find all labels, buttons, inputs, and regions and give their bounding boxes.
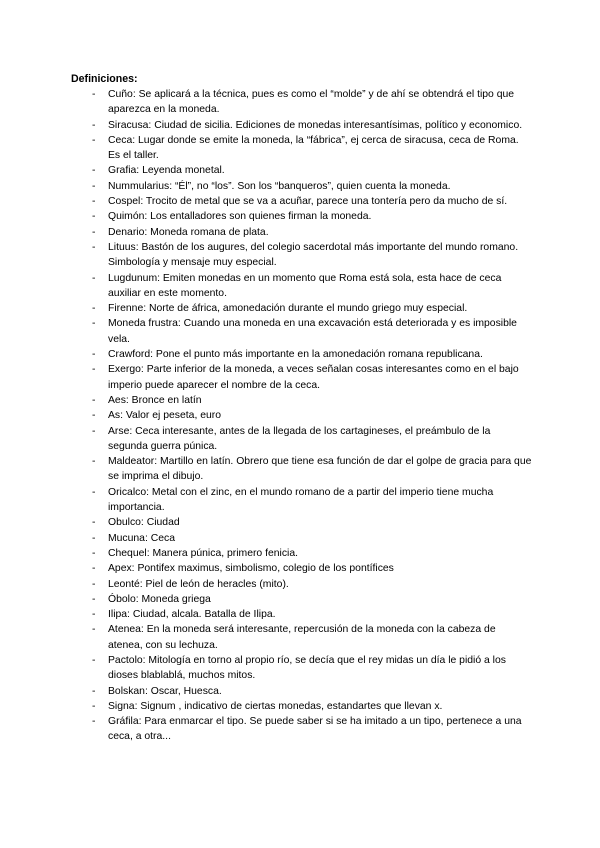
bullet-dash: -	[92, 180, 96, 192]
definition-item	[92, 424, 532, 455]
bullet-dash: -	[92, 394, 96, 406]
definition-text: Bolskan: Oscar, Huesca.	[108, 685, 222, 697]
bullet-dash: -	[92, 272, 96, 284]
definition-item	[92, 607, 532, 622]
definition-item	[92, 194, 532, 209]
bullet-dash: -	[92, 486, 96, 498]
bullet-dash: -	[92, 563, 96, 575]
definition-item	[92, 163, 532, 178]
definition-item	[92, 592, 532, 607]
bullet-dash: -	[92, 517, 96, 529]
definition-text: Aes: Bronce en latín	[108, 394, 202, 406]
definition-text: Lugdunum: Emiten monedas en un momento que Roma está sola, esta hace de ceca auxiliar en este momento.	[108, 272, 502, 299]
definition-item	[92, 362, 532, 393]
definition-item	[92, 118, 532, 133]
definition-text: Mucuna: Ceca	[108, 532, 175, 544]
definition-item	[92, 622, 532, 653]
bullet-dash: -	[92, 349, 96, 361]
bullet-dash: -	[92, 196, 96, 208]
bullet-dash: -	[92, 700, 96, 712]
definition-item	[92, 408, 532, 423]
definition-item	[92, 577, 532, 592]
bullet-dash: -	[92, 241, 96, 253]
definition-text: Crawford: Pone el punto más importante en la amonedación romana republicana.	[108, 349, 483, 361]
bullet-dash: -	[92, 89, 96, 100]
definition-item	[92, 684, 532, 699]
definitions-list	[92, 87, 532, 745]
definition-item	[92, 209, 532, 224]
definition-item	[92, 531, 532, 546]
section-heading: Definiciones:	[71, 73, 138, 85]
definition-text: Denario: Moneda romana de plata.	[108, 226, 269, 238]
bullet-dash: -	[92, 654, 96, 666]
bullet-dash: -	[92, 716, 96, 728]
definition-text: Ilipa: Ciudad, alcala. Batalla de Ilipa.	[108, 609, 276, 621]
definition-item	[92, 271, 532, 302]
definition-item	[92, 546, 532, 561]
definition-item	[92, 561, 532, 576]
definition-text: Gráfila: Para enmarcar el tipo. Se puede saber si se ha imitado a un tipo, pertenece a una ceca, a otra...	[108, 716, 522, 743]
definition-text: Oricalco: Metal con el zinc, en el mundo romano de a partir del imperio tiene mucha importancia.	[108, 486, 494, 514]
bullet-dash: -	[92, 364, 96, 376]
bullet-dash: -	[92, 318, 96, 330]
bullet-dash: -	[92, 303, 96, 315]
bullet-dash: -	[92, 410, 96, 422]
definition-item	[92, 301, 532, 316]
definition-item	[92, 393, 532, 408]
definition-text: Atenea: En la moneda será interesante, repercusión de la moneda con la cabeza de atenea, con su lechuza.	[108, 624, 496, 651]
definition-item	[92, 179, 532, 194]
bullet-dash: -	[92, 226, 96, 238]
definition-text: Quimón: Los entalladores son quienes firman la moneda.	[108, 211, 372, 223]
definition-text: Nummularius: “Él”, no “los”. Son los “banqueros”, quien cuenta la moneda.	[108, 180, 451, 192]
definition-text: Siracusa: Ciudad de sicilia. Ediciones de monedas interesantísimas, político y economico.	[108, 119, 523, 131]
definition-text: Arse: Ceca interesante, antes de la llegada de los cartagineses, el preámbulo de la segunda guerra púnica.	[108, 425, 491, 452]
definition-text: Moneda frustra: Cuando una moneda en una excavación está deteriorada y es imposible vela.	[108, 318, 517, 345]
bullet-dash: -	[92, 624, 96, 636]
definition-item	[92, 714, 532, 745]
definition-text: Lituus: Bastón de los augures, del colegio sacerdotal más importante del mundo romano. Simbología y mensaje muy especial.	[108, 241, 519, 269]
bullet-dash: -	[92, 456, 96, 468]
definition-item	[92, 87, 532, 118]
bullet-dash: -	[92, 119, 96, 131]
bullet-dash: -	[92, 547, 96, 559]
definition-text: Óbolo: Moneda griega	[108, 593, 211, 605]
definition-text: Obulco: Ciudad	[108, 517, 180, 529]
definition-item	[92, 485, 532, 516]
definition-item	[92, 347, 532, 362]
bullet-dash: -	[92, 578, 96, 590]
definition-item	[92, 653, 532, 684]
definition-text: Signa: Signum , indicativo de ciertas monedas, estandartes que llevan x.	[108, 700, 443, 712]
definition-text: Cuño: Se aplicará a la técnica, pues es como el “molde” y de ahí se obtendrá el tipo que aparezca en la moneda.	[108, 89, 515, 116]
definition-text: Grafia: Leyenda monetal.	[108, 165, 225, 177]
bullet-dash: -	[92, 211, 96, 223]
definition-item	[92, 699, 532, 714]
definition-text: Cospel: Trocito de metal que se va a acuñar, parece una tontería pero da mucho de sí.	[108, 196, 508, 208]
definition-item	[92, 225, 532, 240]
definition-item	[92, 240, 532, 271]
definition-text: Chequel: Manera púnica, primero fenicia.	[108, 547, 299, 559]
definition-item	[92, 515, 532, 530]
definition-text: Maldeator: Martillo en latín. Obrero que tiene esa función de dar el golpe de gracia para que se imprima el dibujo.	[108, 456, 532, 483]
bullet-dash: -	[92, 165, 96, 177]
definition-text: Ceca: Lugar donde se emite la moneda, la “fábrica”, ej cerca de siracusa, ceca de Roma. Es el taller.	[108, 134, 519, 162]
bullet-dash: -	[92, 685, 96, 697]
bullet-dash: -	[92, 609, 96, 621]
definition-item	[92, 454, 532, 485]
definition-item	[92, 316, 532, 347]
bullet-dash: -	[92, 425, 96, 437]
definition-text: Pactolo: Mitología en torno al propio río, se decía que el rey midas un día le pidió a los dioses blablablá, muchos mitos.	[108, 654, 506, 682]
definition-text: Exergo: Parte inferior de la moneda, a veces señalan cosas interesantes como en el bajo imperio puede aparecer el nombre de la ceca.	[108, 364, 519, 391]
definition-text: Leonté: Piel de león de heracles (mito).	[108, 578, 289, 590]
definition-text: Apex: Pontifex maximus, simbolismo, colegio de los pontífices	[108, 563, 394, 575]
bullet-dash: -	[92, 532, 96, 544]
definition-text: Firenne: Norte de áfrica, amonedación durante el mundo griego muy especial.	[108, 303, 468, 315]
definition-text: As: Valor ej peseta, euro	[108, 410, 222, 422]
definition-item	[92, 133, 532, 164]
bullet-dash: -	[92, 593, 96, 605]
bullet-dash: -	[92, 134, 96, 146]
